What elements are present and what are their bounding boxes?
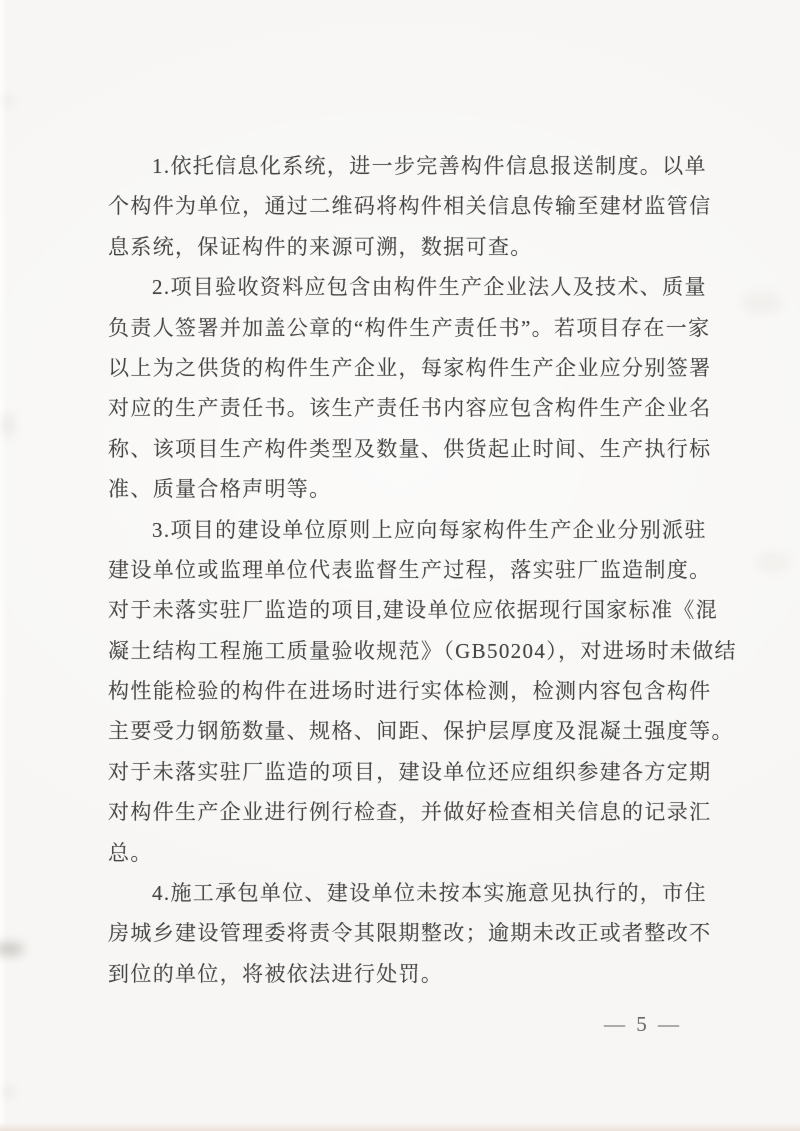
scan-bottom-edge-shadow: [0, 1122, 800, 1131]
text-line: 到位的单位，将被依法进行处罚。: [108, 961, 444, 986]
text-line: 对于未落实驻厂监造的项目，建设单位还应组织参建各方定期: [108, 759, 712, 784]
text-line: 负责人签署并加盖公章的“构件生产责任书”。若项目存在一家: [108, 315, 711, 340]
scan-smudge: [3, 1086, 13, 1098]
text-line: 构性能检验的构件在进场时进行实体检测，检测内容包含构件: [108, 679, 712, 704]
scan-smudge: [756, 552, 790, 572]
text-line: 准、质量合格声明等。: [108, 477, 332, 502]
document-body: [108, 146, 737, 994]
text-line: 以上为之供货的构件生产企业，每家构件生产企业应分别签署: [108, 355, 712, 380]
scan-smudge: [742, 292, 782, 314]
scan-left-edge-highlight: [0, 0, 7, 1131]
text-line: 对于未落实驻厂监造的项目,建设单位应依据现行国家标准《混: [108, 598, 719, 623]
scan-smudge: [4, 96, 12, 106]
text-line: 总。: [108, 840, 153, 865]
page-number: — 5 —: [604, 1012, 682, 1036]
paragraph-2: [108, 267, 720, 509]
text-line: 房城乡建设管理委将责令其限期整改；逾期未改正或者整改不: [108, 921, 712, 946]
text-line: 建设单位或监理单位代表监督生产过程，落实驻厂监造制度。: [108, 557, 712, 582]
text-line: 息系统，保证构件的来源可溯，数据可查。: [108, 234, 533, 259]
text-line: 主要受力钢筋数量、规格、间距、保护层厚度及混凝土强度等。: [108, 719, 734, 744]
text-line: 称、该项目生产构件类型及数量、供货起止时间、生产执行标: [108, 436, 712, 461]
text-line: 3.项目的建设单位原则上应向每家构件生产企业分别派驻: [152, 517, 707, 542]
scan-smudge: [0, 942, 24, 956]
paragraph-3: [108, 510, 737, 874]
text-line: 1.依托信息化系统，进一步完善构件信息报送制度。以单: [152, 154, 707, 178]
paragraph-1: [108, 146, 720, 267]
text-line: 对应的生产责任书。该生产责任书内容应包含构件生产企业名: [108, 396, 712, 421]
text-line: 4.施工承包单位、建设单位未按本实施意见执行的，市住: [152, 881, 707, 906]
text-line: 凝土结构工程施工质量验收规范》（GB50204），对进场时未做结: [108, 638, 737, 663]
scan-smudge: [2, 412, 14, 438]
text-line: 对构件生产企业进行例行检查，并做好检查相关信息的记录汇: [108, 800, 712, 825]
text-line: 个构件为单位，通过二维码将构件相关信息传输至建材监管信: [108, 194, 712, 219]
text-line: 2.项目验收资料应包含由构件生产企业法人及技术、质量: [152, 275, 707, 300]
paragraph-4: [108, 873, 720, 994]
